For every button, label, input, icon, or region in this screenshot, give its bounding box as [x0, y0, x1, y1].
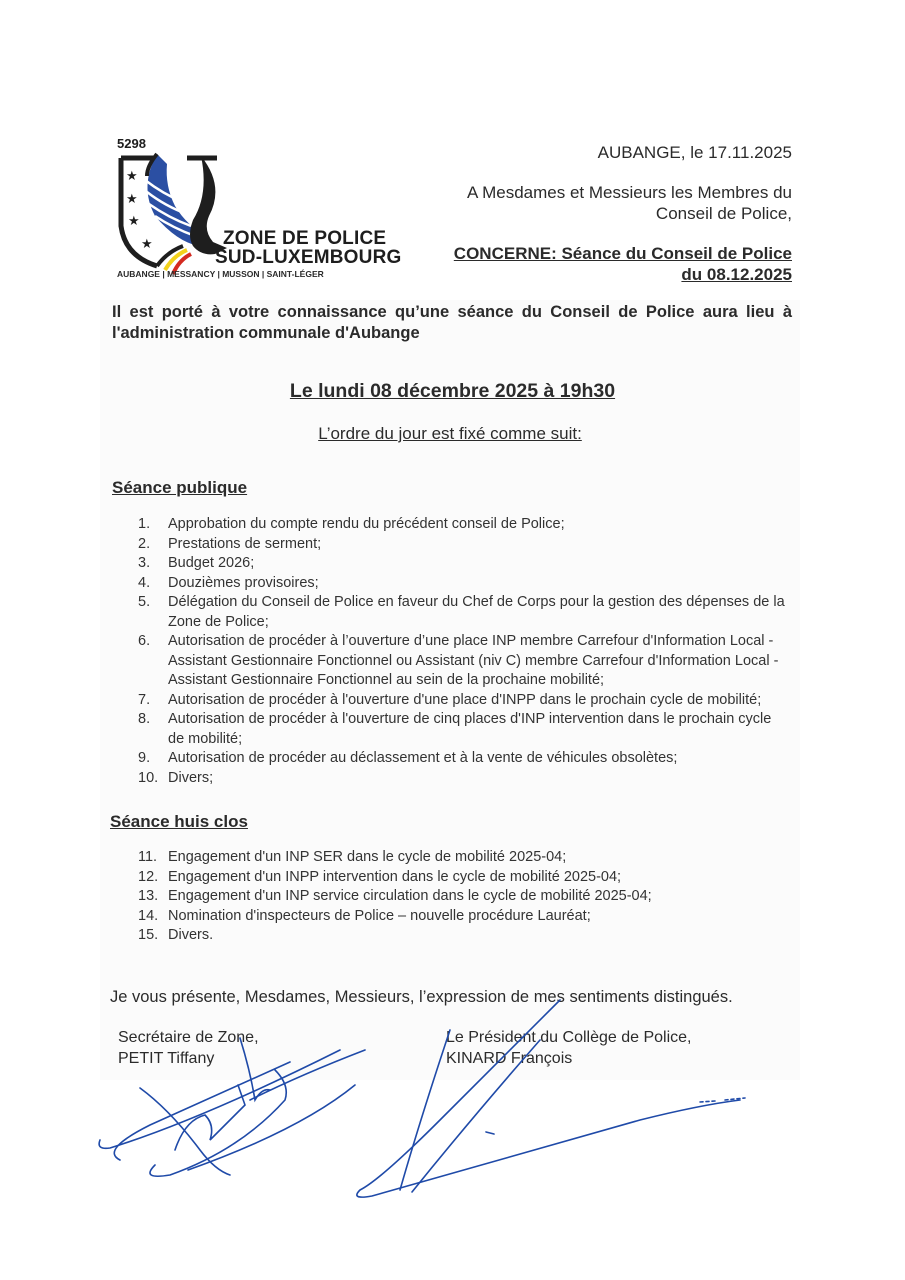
agenda-item-number: 11.	[138, 849, 158, 865]
signatory-role: Le Président du Collège de Police,	[446, 1029, 692, 1046]
agenda-item-text: Engagement d'un INPP intervention dans le cycle de mobilité 2025-04;	[168, 868, 622, 885]
agenda-item	[138, 868, 788, 888]
logo-communes: AUBANGE | MESSANCY | MUSSON | SAINT-LÉGER	[117, 269, 324, 279]
star-icon: ★	[126, 191, 138, 206]
place-date: AUBANGE, le 17.11.2025	[597, 143, 792, 162]
police-zone-logo	[117, 136, 402, 279]
logo-title-line2: SUD-LUXEMBOURG	[215, 247, 402, 268]
agenda-item	[138, 515, 788, 535]
agenda-item-text: Budget 2026;	[168, 555, 255, 571]
agenda-item	[138, 574, 788, 594]
agenda-intro-text: L’ordre du jour est fixé comme suit:	[318, 424, 582, 443]
eagle-body	[190, 156, 227, 254]
logo-number: 5298	[117, 136, 146, 151]
subject-line: du 08.12.2025	[681, 265, 792, 284]
star-icon: ★	[141, 236, 153, 251]
agenda-item-text: Délégation du Conseil de Police en faveur du Chef de Corps pour la gestion des dépenses de la Zone de Police;	[168, 594, 785, 630]
signatory-right	[446, 1027, 692, 1069]
agenda-item-number: 15.	[138, 927, 159, 943]
subject-block	[372, 243, 792, 285]
agenda-item-text: Prestations de serment;	[168, 535, 322, 552]
closing-formula: Je vous présente, Mesdames, Messieurs, l’expression de mes sentiments distingués.	[110, 988, 733, 1006]
agenda-item	[138, 632, 788, 691]
agenda-item	[138, 907, 788, 927]
agenda-list-public	[138, 515, 788, 788]
agenda-item-text: Engagement d'un INP service circulation dans le cycle de mobilité 2025-04;	[168, 888, 652, 904]
signatory-role: Secrétaire de Zone,	[118, 1029, 259, 1046]
section-title-public: Séance publique	[112, 478, 248, 497]
signatory-left	[118, 1027, 259, 1069]
agenda-item-number: 7.	[138, 691, 151, 708]
agenda-item	[138, 749, 788, 769]
agenda-item-number: 14.	[138, 907, 159, 924]
meeting-date: Le lundi 08 décembre 2025 à 19h30	[289, 380, 616, 402]
agenda-item-text: Autorisation de procéder au déclassement et à la vente de véhicules obsolètes;	[168, 750, 678, 766]
signatory-name: KINARD François	[446, 1050, 573, 1067]
subject-line: CONCERNE: Séance du Conseil de Police	[453, 244, 792, 263]
agenda-item	[138, 769, 788, 789]
agenda-item-text: Autorisation de procéder à l’ouverture d’une place INP membre Carrefour d'Information Local - Assistant Gestionnaire Fonctionnel ou Assistant (niv C) membre Carrefour d'Information Local - Assistant Gestionnaire Fonctionnel au sein de la prochaine mobilité;	[168, 633, 779, 688]
agenda-item-number: 8.	[138, 711, 151, 727]
agenda-item-text: Divers.	[168, 927, 214, 943]
agenda-item-number: 10.	[138, 769, 159, 786]
meeting-date-heading	[0, 380, 905, 403]
agenda-item-text: Engagement d'un INP SER dans le cycle de mobilité 2025-04;	[168, 849, 567, 865]
recipient-line: A Mesdames et Messieurs les Membres du	[466, 183, 792, 202]
agenda-item-number: 9.	[138, 750, 151, 766]
intro-paragraph: Il est porté à votre connaissance qu’une séance du Conseil de Police aura lieu à l'administration communale d'Aubange	[112, 303, 792, 342]
agenda-intro	[0, 424, 900, 444]
agenda-item-text: Douzièmes provisoires;	[168, 574, 319, 591]
agenda-item	[138, 848, 788, 868]
agenda-item-text: Divers;	[168, 769, 214, 786]
agenda-item-text: Autorisation de procéder à l'ouverture de cinq places d'INP intervention dans le prochain cycle de mobilité;	[168, 711, 772, 747]
agenda-item-number: 1.	[138, 516, 151, 532]
agenda-item	[138, 593, 788, 632]
star-icon: ★	[126, 168, 138, 183]
agenda-item-number: 6.	[138, 633, 151, 649]
agenda-item	[138, 554, 788, 574]
agenda-item-number: 5.	[138, 594, 151, 610]
agenda-list-closed	[138, 848, 788, 946]
recipient-block	[372, 182, 792, 224]
section-title-closed: Séance huis clos	[110, 812, 248, 831]
eagle-shield-emblem	[117, 146, 227, 276]
agenda-item-text: Autorisation de procéder à l'ouverture d'une place d'INPP dans le prochain cycle de mobilité;	[168, 691, 762, 708]
agenda-item-number: 13.	[138, 888, 159, 904]
agenda-item-number: 12.	[138, 868, 159, 885]
agenda-item	[138, 535, 788, 555]
recipient-line: Conseil de Police,	[655, 204, 792, 223]
agenda-item-number: 4.	[138, 574, 151, 591]
agenda-item	[138, 710, 788, 749]
agenda-item-text: Nomination d'inspecteurs de Police – nouvelle procédure Lauréat;	[168, 907, 591, 924]
agenda-item	[138, 926, 788, 946]
agenda-item	[138, 691, 788, 711]
agenda-item-number: 3.	[138, 555, 151, 571]
logo-title-line1: ZONE DE POLICE	[223, 228, 387, 249]
agenda-item-text: Approbation du compte rendu du précédent conseil de Police;	[168, 516, 565, 532]
agenda-item-number: 2.	[138, 535, 151, 552]
signatory-name: PETIT Tiffany	[118, 1050, 215, 1067]
agenda-item	[138, 887, 788, 907]
star-icon: ★	[128, 213, 140, 228]
